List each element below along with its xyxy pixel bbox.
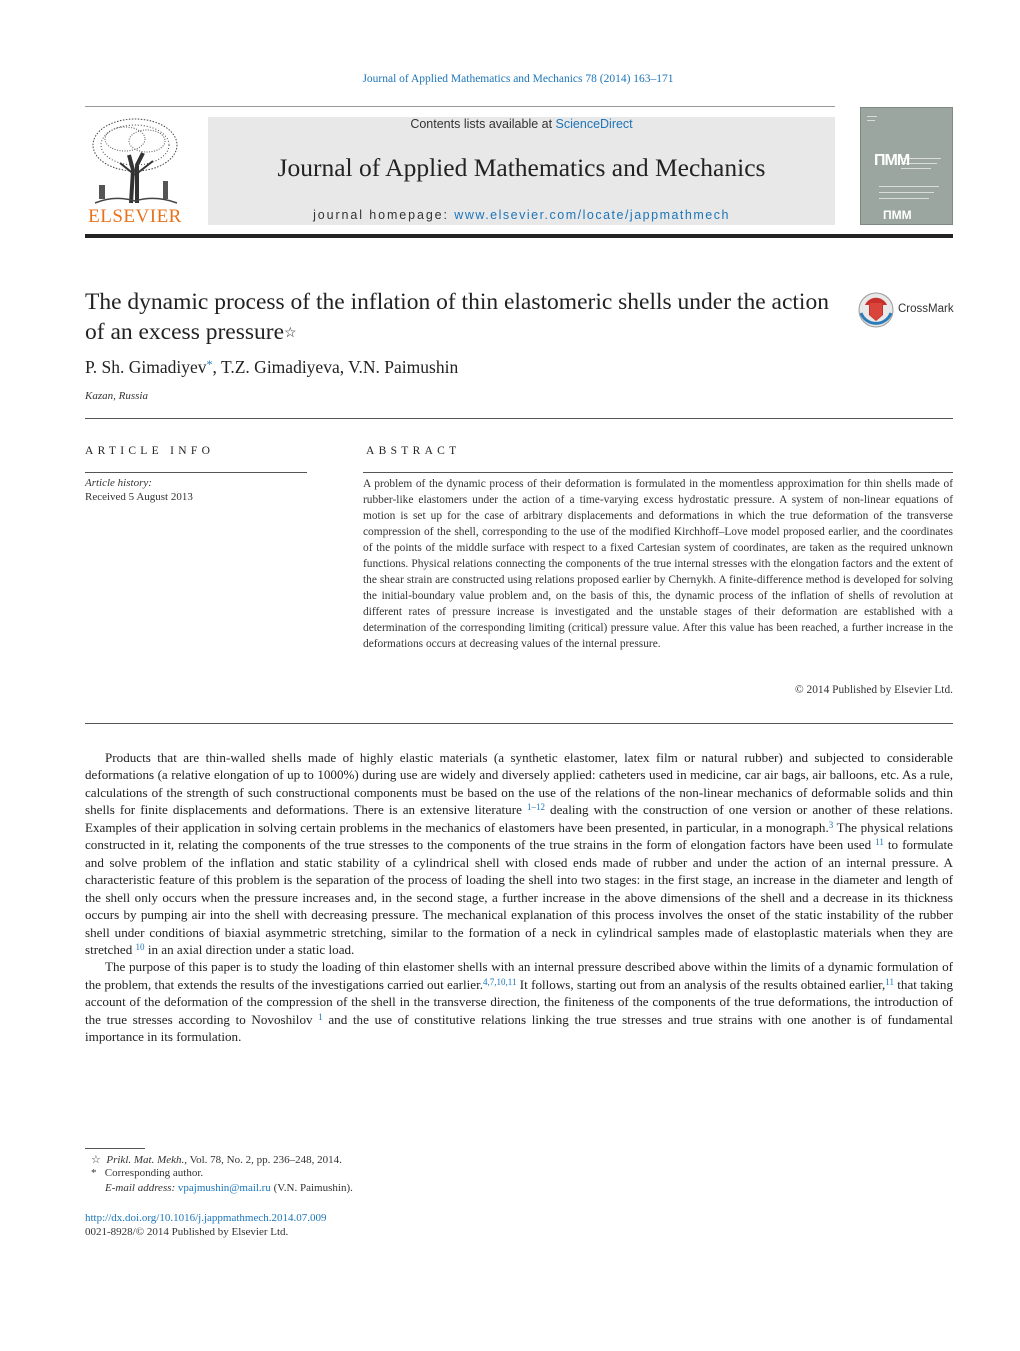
header-thick-divider (85, 234, 953, 238)
email-link[interactable]: vpajmushin@mail.ru (177, 1182, 271, 1194)
footnote-title-note: ☆ Prikl. Mat. Mekh., Vol. 78, No. 2, pp. 236–248, 2014. (91, 1154, 342, 1166)
contents-availability-line (208, 117, 835, 131)
article-info-heading: ARTICLE INFO (85, 445, 215, 457)
other-authors: , T.Z. Gimadiyeva, V.N. Paimushin (212, 357, 459, 377)
sciencedirect-link[interactable]: ScienceDirect (555, 117, 633, 131)
footnote-corresponding: * Corresponding author. (91, 1167, 204, 1179)
article-info-divider (85, 472, 307, 473)
footnote-email: E-mail address: vpajmushin@mail.ru (V.N. Paimushin). (105, 1182, 353, 1194)
journal-title: Journal of Applied Mathematics and Mechanics (277, 153, 766, 182)
journal-reference-link[interactable]: Journal of Applied Mathematics and Mechanics 78 (2014) 163–171 (362, 73, 674, 85)
homepage-prefix: journal homepage: (313, 208, 455, 222)
footnote-divider (85, 1148, 145, 1149)
footnote-mark: * (91, 1167, 97, 1179)
footnote-mark: ☆ (91, 1154, 101, 1166)
body-paragraph-2: The purpose of this paper is to study the loading of thin elastomer shells with an internal pressure described above within the limits of a dynamic formulation of the problem, that extends the results of the investigations carried out earlier.$^{4,7,10,11}$ It follows, starting out from an analysis of the results obtained earlier,$^{11}$ that taking account of the deformation of the compression of the shell in the transverse direction, the finiteness of the components of the true deformations, the introduction of the true stresses according to Novoshilov $^1$ and the use of constitutive relations linking the true stresses and true strains with one another is of fundamental importance in its formulation. (85, 959, 953, 1045)
citation-link[interactable]: 10 (135, 941, 145, 952)
footnote-journal: Prikl. Mat. Mekh. (106, 1154, 185, 1166)
citation-link[interactable]: 1–12 (526, 802, 545, 813)
issn-line: 0021-8928/© 2014 Published by Elsevier Ltd. (85, 1226, 289, 1238)
title-footnote-mark[interactable]: ☆ (284, 326, 297, 341)
affiliation: Kazan, Russia (85, 390, 148, 402)
abstract-copyright: © 2014 Published by Elsevier Ltd. (795, 684, 953, 696)
cover-title: ПММ (874, 152, 910, 169)
elsevier-wordmark: ELSEVIER (88, 206, 182, 227)
corresponding-author-mark[interactable]: * (206, 357, 213, 371)
author-1[interactable]: P. Sh. Gimadiyev (85, 357, 207, 377)
crossmark-label[interactable]: CrossMark (898, 303, 954, 315)
abstract-divider (363, 472, 953, 473)
abstract-end-divider (85, 723, 953, 724)
journal-cover-thumbnail[interactable] (860, 107, 953, 225)
section-divider (85, 418, 953, 419)
abstract-heading: ABSTRACT (366, 445, 461, 457)
article-body (85, 749, 953, 1046)
contents-prefix: Contents lists available at (410, 117, 556, 131)
article-title-text: The dynamic process of the inflation of thin elastomeric shells under the action of an excess pressure (85, 289, 829, 345)
citation-link[interactable]: 3 (828, 819, 834, 830)
homepage-url-link[interactable]: www.elsevier.com/locate/jappmathmech (454, 208, 730, 222)
author-list (85, 357, 458, 378)
citation-link[interactable]: 11 (875, 837, 884, 848)
citation-link[interactable]: 11 (885, 976, 894, 987)
cover-title-bottom: ПММ (883, 208, 912, 222)
citation-link[interactable]: 1 (318, 1011, 323, 1022)
body-paragraph-1: Products that are thin-walled shells made of highly elastic materials (a synthetic elastomer, latex film or natural rubber) and subjected to considerable deformations (a relative elongation of up to 1000%) during use are widely and diversely applied: catheters used in medicine, car air bags, air balloons, etc. As a rule, calculations of the strength of such constructional components must be based on the use of the relations of the non-linear mechanics of deformable solids and thin shells for finite displacements and deformations. There is an extensive literature $^{1-12}$ dealing with the construction of one version or another of these relations. Examples of their application in solving certain problems in the mechanics of elastomers have been presented, in particular, in a monograph.$^3$ The physical relations constructed in it, relating the components of the true stresses to the components of the true strains in the form of elongation factors have been used $^{11}$ to formulate and solve problem of the inflation and static stability of a cylindrical shell with closed ends made of rubber and under the action of an internal pressure. A characteristic feature of this problem is the separation of the process of loading the shell into two stages: in the first stage, an increase in the diameter and length of the shell only occurs when the pressure increases and, in the second stage, a further increase in the above dimensions of the shell and a decrease in its thickness occurs by pumping air into the shell with decreasing pressure. The mechanical explanation of this process involves the onset of the static instability of the rubber shell under conditions of biaxial asymmetric stretching, similar to the formation of a neck in cylindrical samples made of elastoplastic materials when they are stretched $^{10}$ in an axial direction under a static load. (85, 750, 953, 957)
doi-link[interactable]: http://dx.doi.org/10.1016/j.jappmathmech.2014.07.009 (85, 1212, 327, 1224)
article-title (85, 287, 845, 347)
journal-homepage-line (208, 208, 835, 222)
abstract-text: A problem of the dynamic process of their deformation is formulated in the momentless approximation for thin shells made of rubber-like elastomers under the action of a time-varying excess hydrostatic pressure. A system of non-linear equations of motion is set up for the case of arbitrary displacements and deformations in which the true deformation of the transverse compression of the shell, corresponding to the use of the modified Kirchhoff–Love model proposed earlier, and the coordinates of the points of the middle surface with respect to a fixed Cartesian system of coordinates, are taken as the required unknown functions. Physical relations connecting the components of the true internal stresses with the elongation factors and the extent of the shear strain are constructed using relations proposed earlier by Chernykh. A finite-difference method is developed for solving the initial-boundary value problem and, on the basis of this, the dynamic process of the inflation of shells of revolution at different rates of pressure increase is investigated and the unstable stages of their deformation are established with a determination of the corresponding limiting (critical) pressure value. After this value has been reached, a further increase in the deformations occurs at decreasing values of the internal pressure. (363, 478, 953, 650)
header-top-divider (85, 106, 835, 107)
article-history-label: Article history: (85, 477, 152, 489)
citation-link[interactable]: 4,7,10,11 (483, 976, 517, 987)
email-label: E-mail address: (105, 1182, 176, 1194)
received-date: Received 5 August 2013 (85, 491, 193, 503)
